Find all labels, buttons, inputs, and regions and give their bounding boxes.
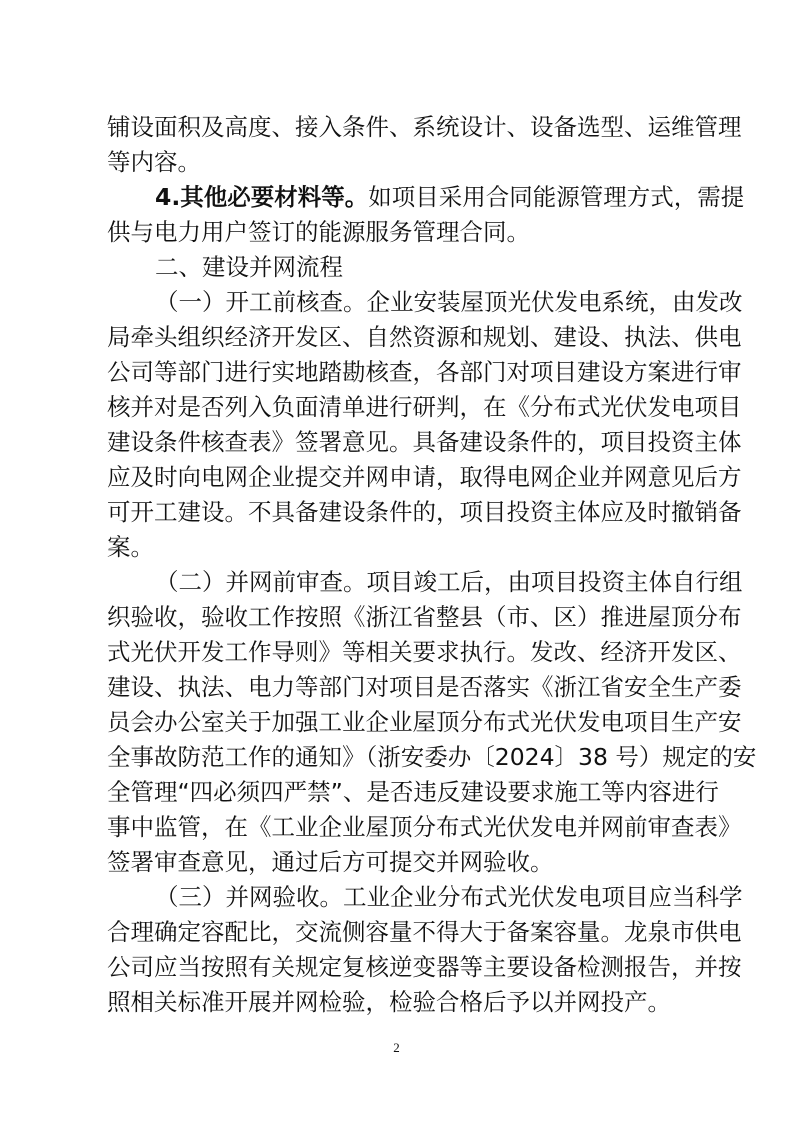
text-line (107, 705, 742, 740)
line-text: 签署审查意见，通过后方可提交并网验收。 (107, 848, 554, 876)
text-line (107, 740, 757, 775)
line-text: 建设、执法、电力等部门对项目是否落实《浙江省安全生产委 (107, 673, 742, 701)
text-line (107, 565, 743, 600)
line-text: 公司应当按照有关规定复核逆变器等主要设备检测报告，并按 (107, 953, 742, 981)
line-text: 织验收，验收工作按照《浙江省整县（市、区）推进屋顶分布 (107, 603, 742, 631)
text-line (107, 880, 743, 915)
line-text: 局牵头组织经济开发区、自然资源和规划、建设、执法、供电 (107, 323, 742, 351)
text-line (107, 425, 742, 460)
line-text: 如项目采用合同能源管理方式，需提 (368, 183, 745, 211)
line-text: 铺设面积及高度、接入条件、系统设计、设备选型、运维管理 (107, 113, 742, 141)
text-line (107, 670, 742, 705)
line-text: 核并对是否列入负面清单进行研判，在《分布式光伏发电项目 (107, 393, 742, 421)
line-text: 应及时向电网企业提交并网申请，取得电网企业并网意见后方 (107, 463, 742, 491)
text-line (107, 600, 742, 635)
text-line (107, 915, 742, 950)
text-line (107, 775, 719, 810)
line-text: 可开工建设。不具备建设条件的，项目投资主体应及时撤销备 (107, 498, 742, 526)
text-line (107, 355, 742, 390)
text-line (107, 145, 691, 180)
text-line (107, 845, 691, 880)
line-text: 员会办公室关于加强工业企业屋顶分布式光伏发电项目生产安 (107, 708, 742, 736)
text-line (107, 530, 691, 565)
text-line (107, 950, 742, 985)
text-line (107, 180, 745, 215)
line-text: 全事故防范工作的通知》（浙安委办〔2024〕38 号）规定的安 (107, 743, 757, 771)
text-line (107, 495, 742, 530)
line-text: 供与电力用户签订的能源服务管理合同。 (107, 218, 530, 246)
line-text: 建设条件核查表》签署意见。具备建设条件的，项目投资主体 (107, 428, 742, 456)
text-line (107, 250, 691, 285)
line-text: 照相关标准开展并网检验，检验合格后予以并网投产。 (107, 988, 671, 1016)
text-line (107, 460, 742, 495)
line-text: 二、建设并网流程 (155, 253, 343, 281)
text-line (107, 215, 691, 250)
text-line (107, 635, 742, 670)
text-line (107, 985, 691, 1020)
line-text: （二）并网前审查。项目竣工后，由项目投资主体自行组 (155, 568, 743, 596)
line-text: 等内容。 (107, 148, 201, 176)
text-line (107, 390, 742, 425)
line-text: 合理确定容配比，交流侧容量不得大于备案容量。龙泉市供电 (107, 918, 742, 946)
text-line (107, 810, 742, 845)
line-text: （一）开工前核查。企业安装屋顶光伏发电系统，由发改 (155, 288, 743, 316)
text-line (107, 320, 742, 355)
document-body (107, 110, 757, 1020)
line-text: 案。 (107, 533, 154, 561)
line-text: 式光伏开发工作导则》等相关要求执行。发改、经济开发区、 (107, 638, 742, 666)
line-text: 事中监管，在《工业企业屋顶分布式光伏发电并网前审查表》 (107, 813, 742, 841)
text-line (107, 110, 742, 145)
line-text: （三）并网验收。工业企业分布式光伏发电项目应当科学 (155, 883, 743, 911)
text-line (107, 285, 743, 320)
page-number: 2 (393, 1040, 400, 1055)
line-text: 全管理“四必须四严禁”、是否违反建设要求施工等内容进行 (107, 778, 719, 806)
bold-heading: 4.其他必要材料等。 (155, 183, 369, 211)
line-text: 公司等部门进行实地踏勘核查，各部门对项目建设方案进行审 (107, 358, 742, 386)
